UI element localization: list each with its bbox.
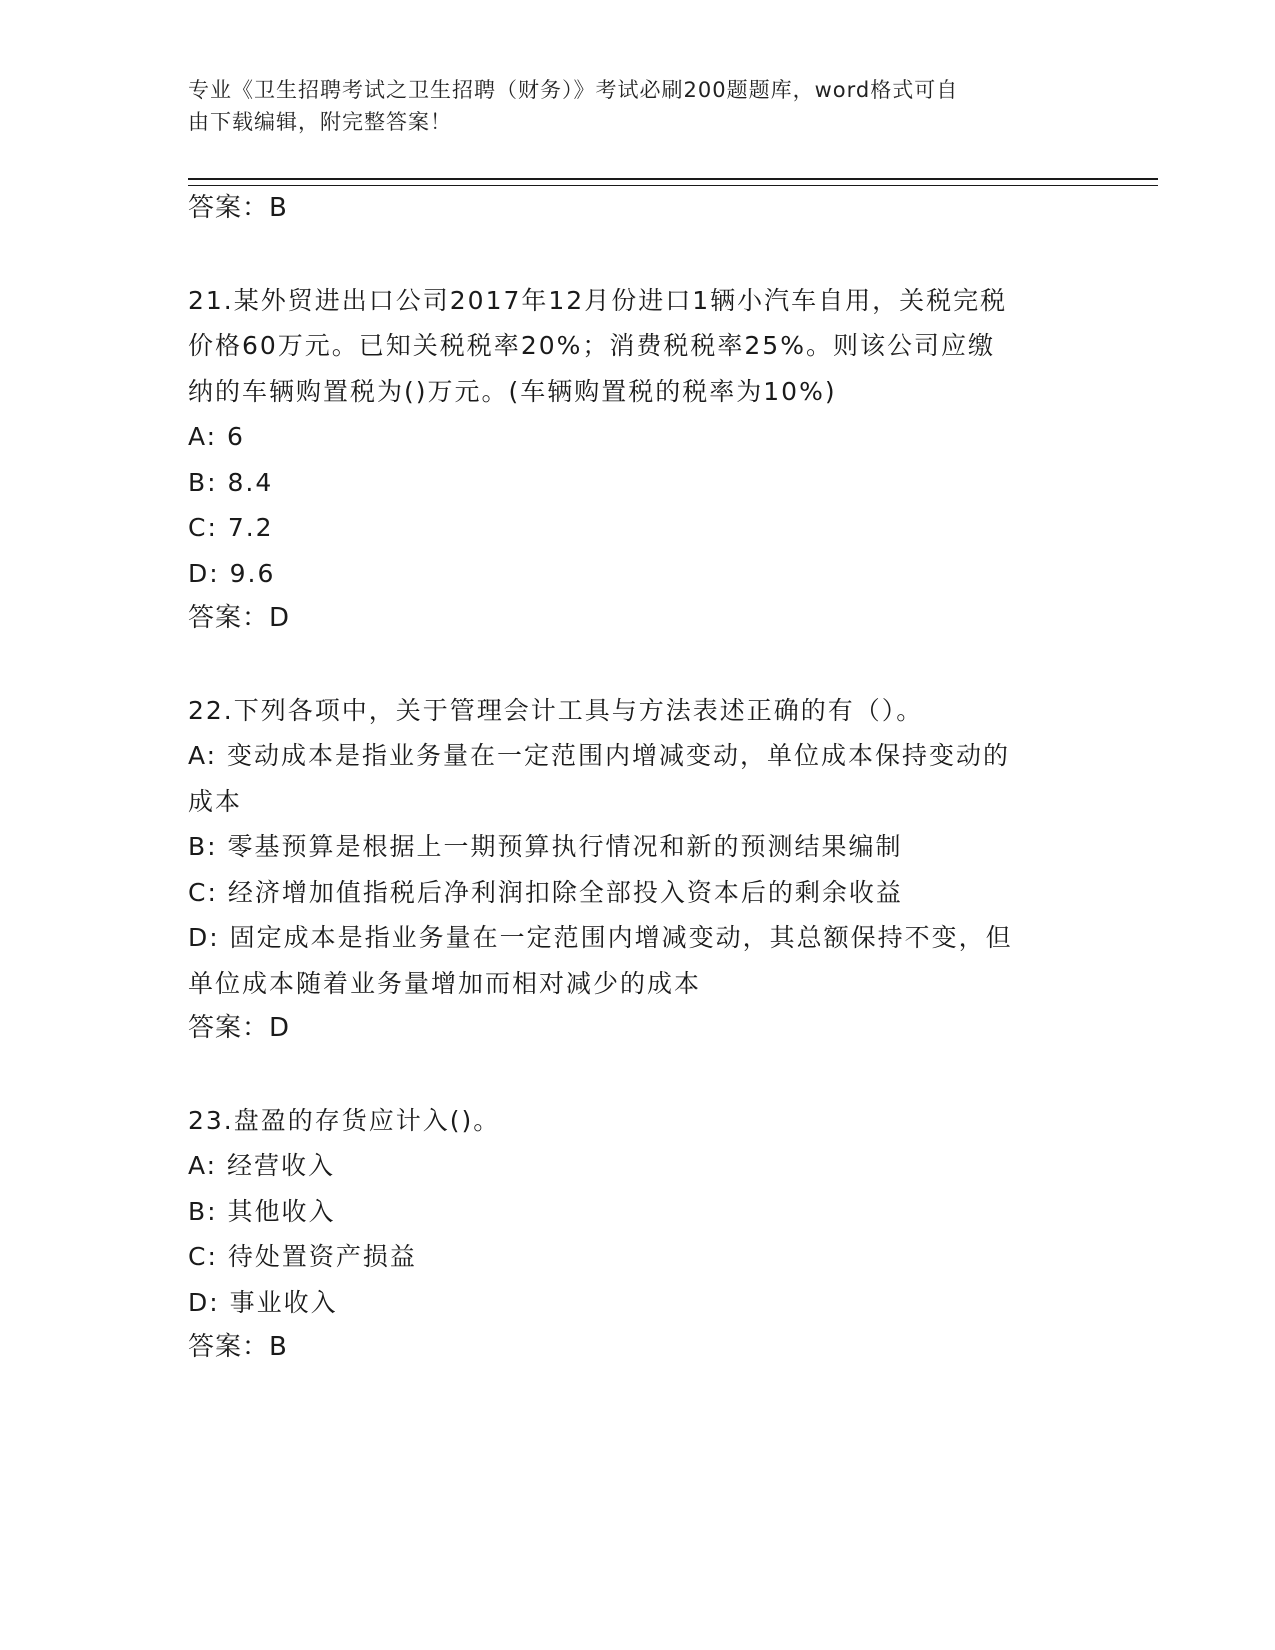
question-23-option-d: D: 事业收入 [188, 1287, 338, 1317]
question-content [188, 186, 1088, 1371]
header-line-2: 由下载编辑，附完整答案！ [188, 110, 452, 134]
question-21 [188, 278, 1088, 642]
question-22-option-b: B: 零基预算是根据上一期预算执行情况和新的预测结果编制 [188, 832, 903, 861]
question-23-option-c: C: 待处置资产损益 [188, 1242, 417, 1271]
question-22-option-d-line-2: 单位成本随着业务量增加而相对减少的成本 [188, 968, 702, 998]
header-divider [188, 178, 1158, 186]
question-22-option-d-line-1: D: 固定成本是指业务量在一定范围内增减变动，其总额保持不变，但 [188, 923, 1013, 952]
question-23-option-b: B: 其他收入 [188, 1196, 336, 1226]
spacer [188, 642, 1088, 688]
header-line-1: 专业《卫生招聘考试之卫生招聘（财务）》考试必刷200题题库，word格式可自 [188, 78, 959, 102]
spacer [188, 232, 1088, 278]
question-22-stem: 22.下列各项中，关于管理会计工具与方法表述正确的有（）。 [188, 695, 924, 725]
question-21-option-a: A: 6 [188, 422, 245, 451]
question-21-stem-line-1: 21.某外贸进出口公司2017年12月份进口1辆小汽车自用，关税完税 [188, 285, 1008, 315]
question-21-stem-line-2: 价格60万元。已知关税税率20%；消费税税率25%。则该公司应缴 [188, 331, 995, 360]
question-22-option-c: C: 经济增加值指税后净利润扣除全部投入资本后的剩余收益 [188, 877, 903, 907]
question-21-answer: 答案：D [188, 603, 291, 633]
question-23-answer: 答案：B [188, 1332, 288, 1362]
question-22-answer: 答案：D [188, 1013, 291, 1043]
question-21-option-b: B: 8.4 [188, 467, 274, 497]
question-22 [188, 688, 1088, 1052]
question-23-option-a: A: 经营收入 [188, 1151, 336, 1180]
question-21-stem-line-3: 纳的车辆购置税为()万元。(车辆购置税的税率为10%) [188, 376, 837, 406]
question-23 [188, 1098, 1088, 1371]
previous-answer: 答案：B [188, 193, 288, 223]
question-21-option-d: D: 9.6 [188, 558, 276, 588]
spacer [188, 1052, 1088, 1098]
document-header [188, 74, 1068, 138]
question-21-option-c: C: 7.2 [188, 513, 274, 542]
question-23-stem: 23.盘盈的存货应计入()。 [188, 1105, 501, 1135]
question-22-option-a-line-1: A: 变动成本是指业务量在一定范围内增减变动，单位成本保持变动的 [188, 741, 1011, 770]
question-22-option-a-line-2: 成本 [188, 786, 243, 816]
